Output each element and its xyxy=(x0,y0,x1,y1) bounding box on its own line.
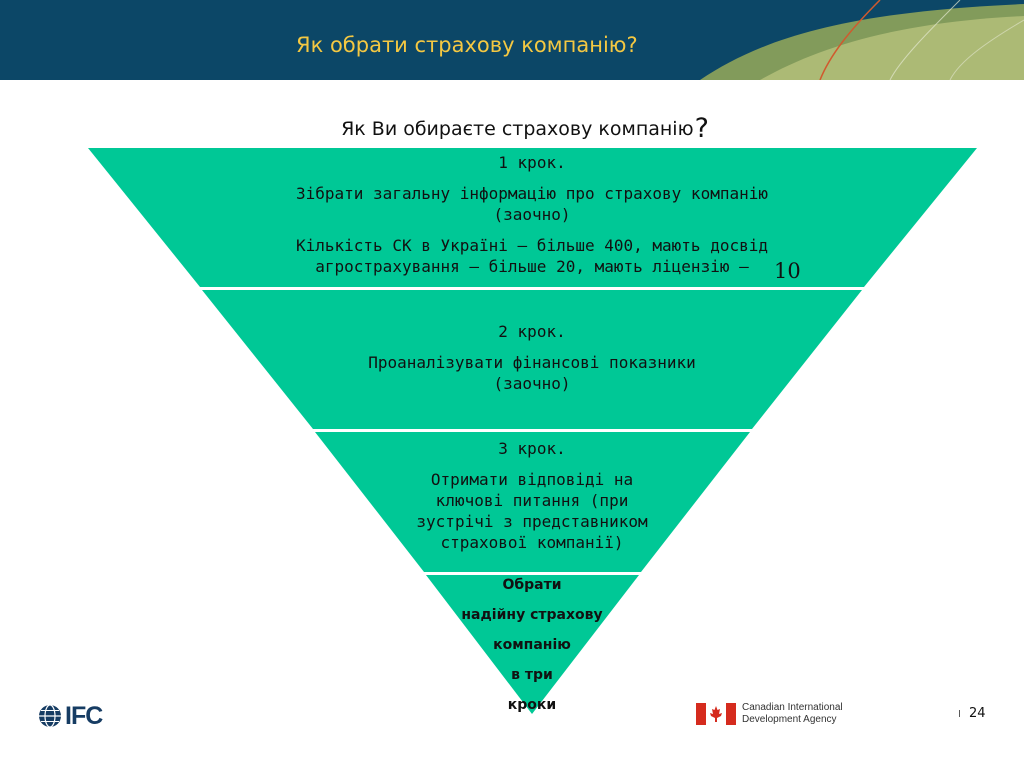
step-2-line-1: Проаналізувати фінансові показники xyxy=(368,353,696,372)
licensed-count: 10 xyxy=(774,259,801,283)
question-text: Як Ви обираєте страхову компанію xyxy=(341,118,694,140)
step-3-line-1: Отримати відповіді на xyxy=(430,470,634,489)
step-3-line-3: зустрічі з представником xyxy=(416,512,648,531)
step-1-extra-2: агрострахування – більше 20, мають ліцензію – xyxy=(315,257,749,276)
step-2 xyxy=(282,321,782,394)
step-1-line-1: Зібрати загальну інформацію про страхову компанію xyxy=(295,184,768,203)
globe-icon xyxy=(38,704,62,728)
step-4-line-3: компанію xyxy=(493,637,571,653)
canada-flag-icon xyxy=(696,703,736,725)
page-separator: I xyxy=(958,709,961,720)
step-4-line-5: кроки xyxy=(507,697,557,713)
cida-line-2: Development Agency xyxy=(742,714,837,725)
page-title: Як обрати страхову компанію? xyxy=(296,33,638,57)
step-4 xyxy=(432,570,632,720)
ifc-logo-text: IFC xyxy=(65,702,103,730)
step-1 xyxy=(232,152,832,277)
step-4-line-4: в три xyxy=(511,667,553,683)
step-3-line-2: ключові питання (при xyxy=(435,491,629,510)
step-1-label: 1 крок. xyxy=(498,153,566,172)
cida-logo xyxy=(696,702,843,726)
page-number-block xyxy=(958,706,986,721)
step-1-extra-1: Кількість СК в Україні – більше 400, мають досвід xyxy=(295,236,768,255)
question-mark: ? xyxy=(694,113,709,144)
step-4-line-2: надійну страхову xyxy=(461,607,603,623)
step-3-label: 3 крок. xyxy=(498,439,566,458)
step-3 xyxy=(362,438,702,553)
step-1-line-2: (заочно) xyxy=(493,205,571,224)
ifc-logo xyxy=(38,703,102,729)
step-2-line-2: (заочно) xyxy=(493,374,571,393)
step-2-label: 2 крок. xyxy=(498,322,566,341)
page-number: 24 xyxy=(968,706,986,721)
cida-line-1: Canadian International xyxy=(742,702,843,713)
step-3-line-4: страхової компанії) xyxy=(440,533,624,552)
step-4-line-1: Обрати xyxy=(502,577,562,593)
cida-name xyxy=(742,702,843,726)
